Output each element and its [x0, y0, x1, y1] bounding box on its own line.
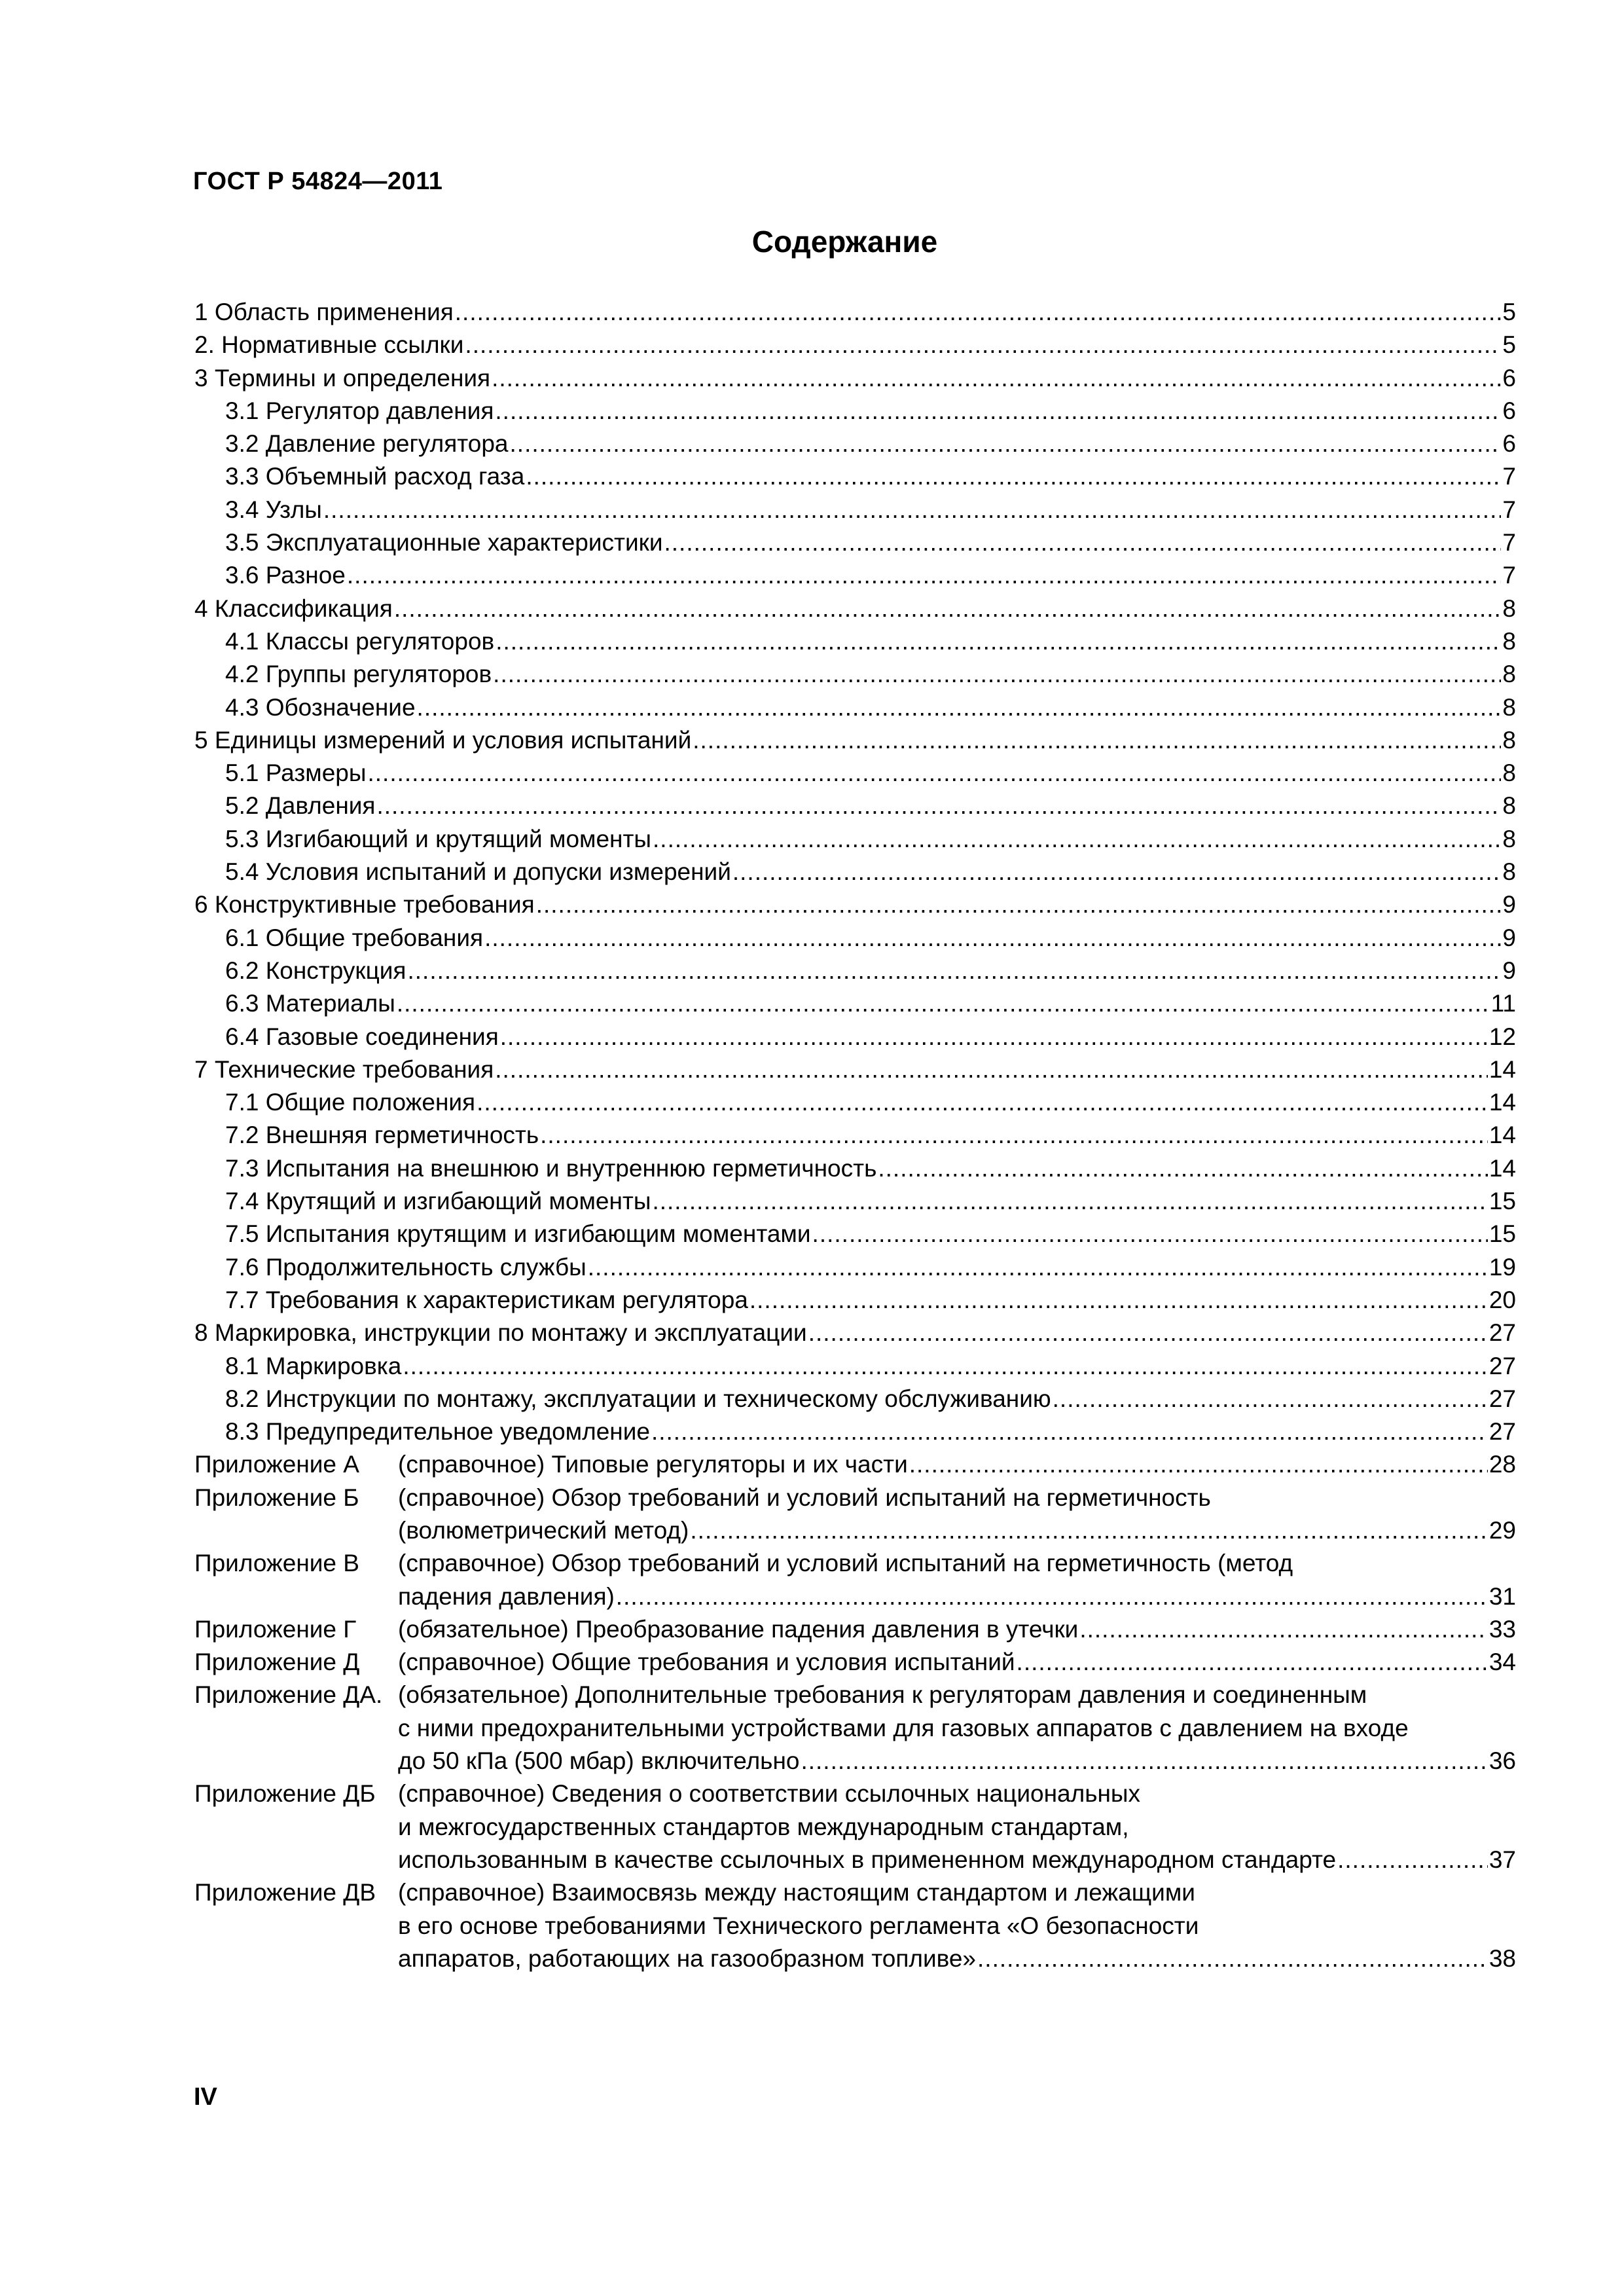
- toc-entry[interactable]: [194, 362, 1516, 395]
- toc-entry[interactable]: [194, 1383, 1516, 1415]
- toc-entry[interactable]: [194, 1119, 1516, 1152]
- table-of-contents: [194, 296, 1516, 1975]
- dot-leader: [1079, 1613, 1488, 1646]
- toc-entry-title: 6.1 Общие требования: [225, 924, 484, 951]
- appendix-title-line: (справочное) Обзор требований и условий испытаний на герметичность (метод: [398, 1550, 1293, 1577]
- appendix-page: 31: [1489, 1582, 1516, 1610]
- dot-leader: [323, 494, 1502, 526]
- dot-leader: [477, 1086, 1488, 1119]
- appendix-title-line: использованным в качестве ссылочных в примененном международном стандарте: [398, 1846, 1337, 1873]
- toc-entry-page: 14: [1489, 1154, 1516, 1182]
- appendix-entry[interactable]: [194, 1777, 1516, 1876]
- appendix-title-line: (справочное) Сведения о соответствии ссылочных национальных: [398, 1780, 1140, 1808]
- toc-entry-title: 8.2 Инструкции по монтажу, эксплуатации и техническому обслуживанию: [225, 1385, 1051, 1412]
- dot-leader: [417, 691, 1502, 724]
- toc-entry-page: 5: [1502, 331, 1516, 359]
- toc-entry[interactable]: [194, 559, 1516, 592]
- toc-entry-title: 4 Классификация: [194, 594, 393, 622]
- dot-leader: [732, 856, 1502, 888]
- toc-entry-title: 7 Технические требования: [194, 1055, 494, 1083]
- dot-leader: [484, 922, 1501, 955]
- toc-entry[interactable]: [194, 658, 1516, 691]
- dot-leader: [749, 1284, 1488, 1317]
- toc-entry-title: 7.3 Испытания на внешнюю и внутреннюю герметичность: [225, 1154, 877, 1182]
- toc-entry-page: 9: [1502, 891, 1516, 919]
- toc-entry-title: 7.6 Продолжительность службы: [225, 1253, 586, 1281]
- toc-entry-title: 4.1 Классы регуляторов: [225, 627, 495, 655]
- appendix-page: 36: [1489, 1747, 1516, 1775]
- toc-entry-title: 3 Термины и определения: [194, 364, 491, 392]
- toc-entry-page: 8: [1502, 693, 1516, 721]
- appendix-label: Приложение А: [194, 1451, 359, 1478]
- toc-entry-title: 4.2 Группы регуляторов: [225, 661, 492, 688]
- toc-entry-page: 27: [1489, 1418, 1516, 1446]
- page-title: Содержание: [751, 225, 938, 259]
- toc-entry-title: 5.4 Условия испытаний и допуски измерений: [225, 858, 731, 886]
- toc-entry-page: 14: [1489, 1121, 1516, 1149]
- appendix-label: Приложение Д: [194, 1649, 360, 1676]
- toc-entry-page: 14: [1489, 1089, 1516, 1116]
- toc-entry-page: 8: [1502, 825, 1516, 852]
- appendix-title-line: аппаратов, работающих на газообразном топливе»: [398, 1944, 977, 1972]
- dot-leader: [1053, 1383, 1488, 1415]
- toc-entry-title: 5.2 Давления: [225, 792, 376, 820]
- appendix-page: 33: [1489, 1615, 1516, 1643]
- document-code: ГОСТ Р 54824—2011: [193, 168, 443, 195]
- dot-leader: [1337, 1844, 1488, 1876]
- toc-entry-page: 9: [1502, 957, 1516, 984]
- toc-entry[interactable]: [194, 1284, 1516, 1317]
- dot-leader: [909, 1448, 1488, 1481]
- toc-entry-page: 6: [1502, 397, 1516, 424]
- toc-entry[interactable]: [194, 460, 1516, 493]
- dot-leader: [664, 526, 1502, 559]
- toc-entry-page: 20: [1489, 1286, 1516, 1313]
- toc-entry-page: 5: [1502, 299, 1516, 325]
- dot-leader: [347, 559, 1502, 592]
- dot-leader: [616, 1580, 1488, 1613]
- dot-leader: [403, 1350, 1487, 1383]
- toc-entry-title: 4.3 Обозначение: [225, 693, 416, 721]
- dot-leader: [397, 987, 1490, 1020]
- toc-entry-page: 27: [1489, 1319, 1516, 1347]
- toc-entry[interactable]: [194, 428, 1516, 460]
- toc-entry[interactable]: [194, 592, 1516, 625]
- dot-leader: [496, 625, 1501, 658]
- appendix-title-line: падения давления): [398, 1582, 615, 1610]
- toc-entry-title: 7.5 Испытания крутящим и изгибающим моментами: [225, 1220, 811, 1248]
- toc-entry-page: 8: [1502, 661, 1516, 688]
- toc-entry-title: 6.3 Материалы: [225, 990, 395, 1017]
- dot-leader: [500, 1021, 1488, 1053]
- toc-entry-page: 12: [1489, 1023, 1516, 1050]
- toc-entry[interactable]: [194, 296, 1516, 329]
- toc-entry-page: 7: [1502, 562, 1516, 589]
- dot-leader: [588, 1251, 1488, 1284]
- appendix-title-line: и межгосударственных стандартов международным стандартам,: [398, 1813, 1129, 1840]
- dot-leader: [1017, 1646, 1488, 1679]
- dot-leader: [495, 395, 1501, 428]
- toc-entry[interactable]: [194, 1317, 1516, 1349]
- toc-entry[interactable]: [194, 1086, 1516, 1119]
- appendix-title-line: (справочное) Обзор требований и условий испытаний на герметичность: [398, 1484, 1211, 1511]
- toc-entry[interactable]: [194, 757, 1516, 790]
- dot-leader: [693, 724, 1501, 757]
- appendix-title-line: (справочное) Типовые регуляторы и их части: [398, 1451, 908, 1478]
- appendix-entry[interactable]: [194, 1876, 1516, 1975]
- toc-entry[interactable]: [194, 987, 1516, 1020]
- toc-entry-title: 5.3 Изгибающий и крутящий моменты: [225, 825, 652, 852]
- toc-entry-page: 7: [1502, 496, 1516, 523]
- appendix-title-line: (обязательное) Преобразование падения давления в утечки: [398, 1615, 1079, 1643]
- appendix-page: 37: [1489, 1846, 1516, 1873]
- appendix-title-line: (обязательное) Дополнительные требования к регуляторам давления и соединенным: [398, 1681, 1367, 1709]
- dot-leader: [455, 296, 1502, 329]
- toc-entry-page: 8: [1502, 858, 1516, 886]
- dot-leader: [801, 1745, 1487, 1777]
- toc-entry-title: 7.2 Внешняя герметичность: [225, 1121, 539, 1149]
- appendix-entry[interactable]: [194, 1679, 1516, 1777]
- toc-entry-page: 9: [1502, 924, 1516, 951]
- toc-entry-title: 7.4 Крутящий и изгибающий моменты: [225, 1188, 651, 1215]
- appendix-label: Приложение ДА.: [194, 1681, 383, 1709]
- toc-entry-title: 1 Область применения: [194, 299, 454, 325]
- dot-leader: [540, 1119, 1488, 1152]
- dot-leader: [526, 460, 1501, 493]
- toc-entry-title: 5.1 Размеры: [225, 759, 367, 787]
- dot-leader: [493, 658, 1501, 691]
- appendix-page: 34: [1489, 1649, 1516, 1676]
- dot-leader: [495, 1053, 1488, 1086]
- appendix-label: Приложение Б: [194, 1484, 359, 1511]
- dot-leader: [652, 1185, 1487, 1218]
- toc-entry-title: 2. Нормативные ссылки: [194, 331, 464, 359]
- toc-entry-title: 6.4 Газовые соединения: [225, 1023, 499, 1050]
- dot-leader: [376, 790, 1501, 822]
- appendix-title-line: (справочное) Взаимосвязь между настоящим стандартом и лежащими: [398, 1879, 1195, 1906]
- toc-entry[interactable]: [194, 888, 1516, 921]
- toc-entry-title: 3.2 Давление регулятора: [225, 430, 509, 458]
- dot-leader: [651, 1415, 1488, 1448]
- toc-entry-title: 6 Конструктивные требования: [194, 891, 535, 919]
- dot-leader: [407, 955, 1501, 987]
- dot-leader: [394, 592, 1502, 625]
- toc-entry[interactable]: [194, 724, 1516, 757]
- dot-leader: [977, 1942, 1488, 1975]
- dot-leader: [653, 823, 1501, 856]
- toc-entry-page: 14: [1489, 1055, 1516, 1083]
- dot-leader: [465, 329, 1501, 361]
- toc-entry-page: 7: [1502, 529, 1516, 556]
- toc-entry[interactable]: [194, 790, 1516, 822]
- appendix-title-line: (справочное) Общие требования и условия испытаний: [398, 1649, 1015, 1676]
- toc-entry-title: 6.2 Конструкция: [225, 957, 406, 984]
- toc-entry-title: 3.3 Объемный расход газа: [225, 463, 525, 490]
- dot-leader: [812, 1218, 1488, 1250]
- toc-entry-page: 6: [1502, 430, 1516, 458]
- appendix-page: 38: [1489, 1944, 1516, 1972]
- toc-entry[interactable]: [194, 526, 1516, 559]
- toc-entry-title: 8.1 Маркировка: [225, 1352, 402, 1379]
- appendix-title-line: до 50 кПа (500 мбар) включительно: [398, 1747, 800, 1775]
- toc-entry-page: 27: [1489, 1352, 1516, 1379]
- toc-entry[interactable]: [194, 922, 1516, 955]
- toc-entry[interactable]: [194, 1185, 1516, 1218]
- toc-entry-page: 7: [1502, 463, 1516, 490]
- appendix-label: Приложение Г: [194, 1615, 357, 1643]
- toc-entry-page: 8: [1502, 759, 1516, 787]
- appendix-title-line: (волюметрический метод): [398, 1516, 689, 1544]
- toc-entry-title: 3.6 Разное: [225, 562, 346, 589]
- appendix-entry[interactable]: [194, 1448, 1516, 1481]
- dot-leader: [536, 888, 1502, 921]
- toc-entry-page: 8: [1502, 726, 1516, 754]
- toc-entry-title: 5 Единицы измерений и условия испытаний: [194, 726, 692, 754]
- toc-entry[interactable]: [194, 395, 1516, 428]
- appendix-entry[interactable]: [194, 1547, 1516, 1613]
- appendix-title-line: в его основе требованиями Технического регламента «О безопасности: [398, 1912, 1199, 1939]
- appendix-page: 29: [1489, 1516, 1516, 1544]
- toc-entry-title: 3.1 Регулятор давления: [225, 397, 494, 424]
- dot-leader: [808, 1317, 1488, 1349]
- toc-entry-title: 3.5 Эксплуатационные характеристики: [225, 529, 663, 556]
- appendix-title-line: с ними предохранительными устройствами для газовых аппаратов с давлением на входе: [398, 1714, 1409, 1741]
- dot-leader: [367, 757, 1501, 790]
- toc-entry[interactable]: [194, 494, 1516, 526]
- dot-leader: [690, 1514, 1487, 1547]
- dot-leader: [492, 362, 1501, 395]
- toc-entry[interactable]: [194, 1251, 1516, 1284]
- appendix-label: Приложение ДВ: [194, 1879, 376, 1906]
- appendix-label: Приложение В: [194, 1550, 359, 1577]
- toc-entry-page: 11: [1490, 990, 1516, 1017]
- toc-entry-page: 8: [1502, 627, 1516, 655]
- toc-entry[interactable]: [194, 856, 1516, 888]
- toc-entry-page: 19: [1489, 1253, 1516, 1281]
- toc-entry-page: 15: [1489, 1188, 1516, 1215]
- appendix-entry[interactable]: [194, 1646, 1516, 1679]
- toc-entry-page: 8: [1502, 792, 1516, 820]
- toc-entry[interactable]: [194, 823, 1516, 856]
- toc-entry-page: 6: [1502, 364, 1516, 392]
- appendix-entry[interactable]: [194, 1613, 1516, 1646]
- toc-entry-title: 7.7 Требования к характеристикам регулятора: [225, 1286, 748, 1313]
- toc-entry[interactable]: [194, 1152, 1516, 1185]
- appendix-label: Приложение ДБ: [194, 1780, 376, 1808]
- toc-entry[interactable]: [194, 1218, 1516, 1250]
- toc-entry[interactable]: [194, 1021, 1516, 1053]
- toc-entry-page: 27: [1489, 1385, 1516, 1412]
- appendix-page: 28: [1489, 1451, 1516, 1478]
- toc-entry-title: 8 Маркировка, инструкции по монтажу и эксплуатации: [194, 1319, 807, 1347]
- toc-entry[interactable]: [194, 1415, 1516, 1448]
- dot-leader: [878, 1152, 1487, 1185]
- toc-entry-title: 7.1 Общие положения: [225, 1089, 476, 1116]
- toc-entry[interactable]: [194, 955, 1516, 987]
- toc-entry[interactable]: [194, 691, 1516, 724]
- toc-entry[interactable]: [194, 1053, 1516, 1086]
- toc-entry-page: 8: [1502, 594, 1516, 622]
- dot-leader: [510, 428, 1502, 460]
- toc-entry-title: 8.3 Предупредительное уведомление: [225, 1418, 650, 1446]
- toc-entry[interactable]: [194, 625, 1516, 658]
- page-number: IV: [194, 2083, 217, 2111]
- toc-entry-title: 3.4 Узлы: [225, 496, 322, 523]
- toc-entry[interactable]: [194, 329, 1516, 361]
- toc-entry[interactable]: [194, 1350, 1516, 1383]
- appendix-entry[interactable]: [194, 1482, 1516, 1548]
- toc-entry-page: 15: [1489, 1220, 1516, 1248]
